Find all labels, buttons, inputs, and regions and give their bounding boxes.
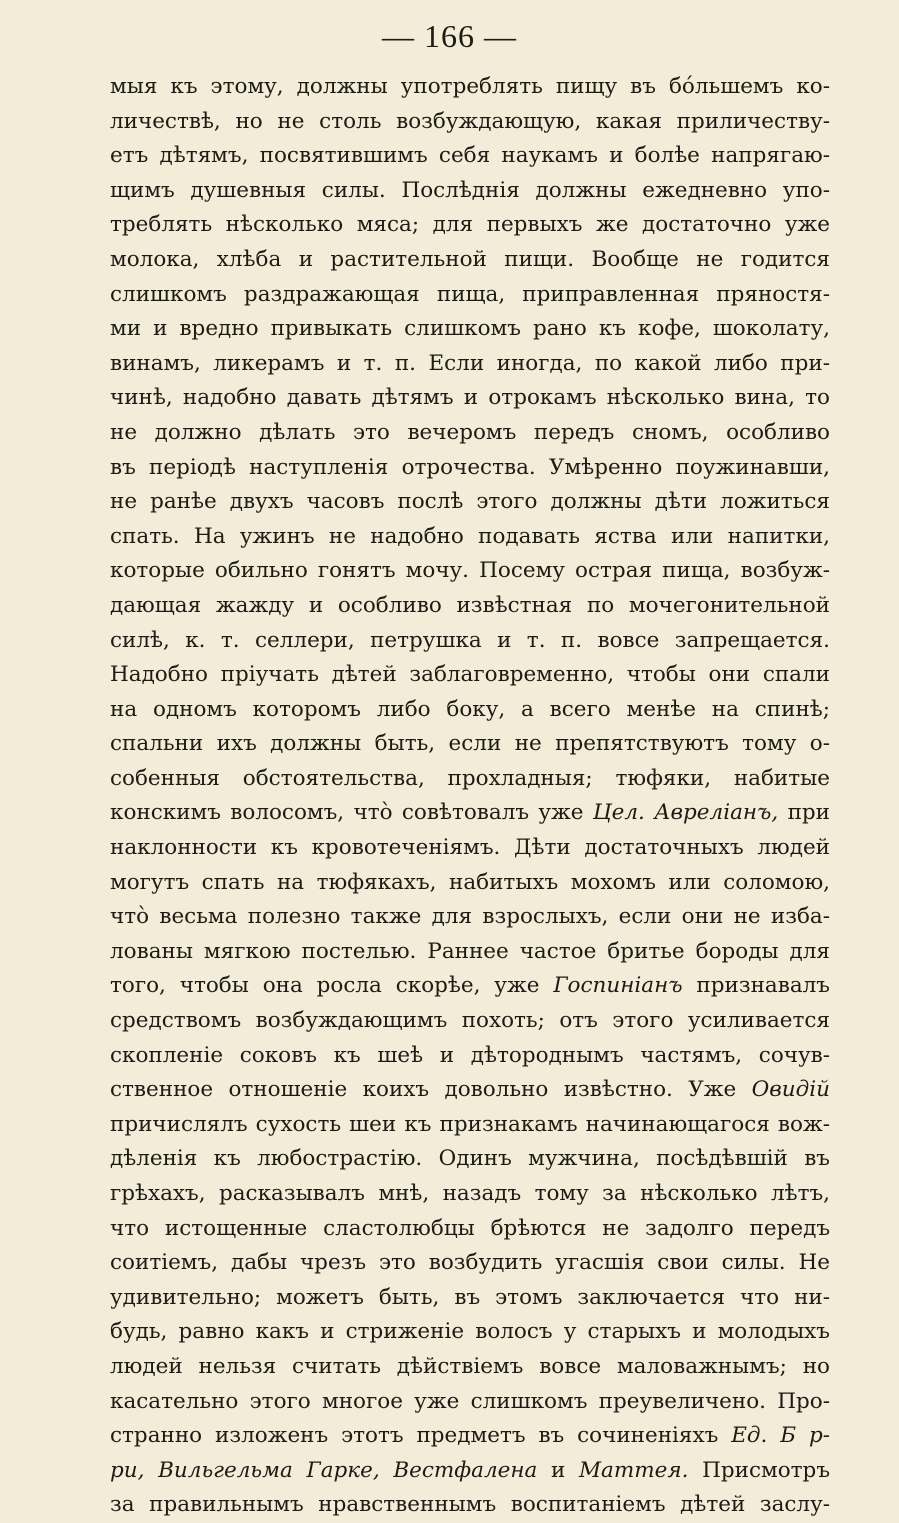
text-segment: конскимъ волосомъ, что̀ совѣтовалъ уже [110,800,593,826]
text-segment: средствомъ возбуждающимъ похоть; отъ этого усиливается [110,1008,830,1034]
text-line [110,208,830,243]
text-line [110,1350,830,1385]
text-line [110,831,830,866]
page-number: — 166 — [382,18,517,54]
text-segment: людей нельзя считать дѣйствіемъ вовсе маловажнымъ; но [110,1353,830,1379]
text-line [110,1039,830,1074]
text-segment: дѣленія къ любострастію. Одинъ мужчина, посѣдѣвшій въ [110,1146,830,1172]
text-line [110,1177,830,1212]
text-line [110,658,830,693]
text-line [110,1488,830,1523]
text-line [110,485,830,520]
text-segment: щимъ душевныя силы. Послѣднія должны ежедневно упо- [110,177,830,203]
italic-text: Овидій [751,1077,830,1103]
text-segment: чинѣ, надобно давать дѣтямъ и отрокамъ нѣсколько вина, то [110,385,830,411]
text-line [110,935,830,970]
text-segment: не ранѣе двухъ часовъ послѣ этого должны дѣти ложиться [110,489,830,515]
text-line [110,416,830,451]
italic-text: Ед. Б р- [731,1423,830,1449]
text-line [110,969,830,1004]
text-line [110,312,830,347]
italic-text: Цел. Авреліанъ, [592,800,779,826]
text-segment: спальни ихъ должны быть, если не препятствуютъ тому о- [110,731,830,757]
text-segment: не должно дѣлать это вечеромъ передъ сномъ, особливо [110,419,830,445]
text-line [110,727,830,762]
text-line [110,624,830,659]
text-segment: силѣ, к. т. селлери, петрушка и т. п. вовсе запрещается. [110,627,830,653]
text-line [110,1073,830,1108]
italic-text: Маттея. [579,1457,689,1483]
text-segment: на одномъ которомъ либо боку, а всего менѣе на спинѣ; [110,696,830,722]
text-segment: треблять нѣсколько мяса; для первыхъ же достаточно уже [110,212,830,238]
text-line [110,520,830,555]
text-line [110,278,830,313]
text-line [110,1246,830,1281]
text-segment: Надобно пріучать дѣтей заблаговременно, чтобы они спали [110,662,830,688]
text-segment: етъ дѣтямъ, посвятившимъ себя наукамъ и болѣе напрягаю- [110,143,830,169]
text-segment: что истощенные сластолюбцы брѣются не задолго передъ [110,1215,830,1241]
text-segment: собенныя обстоятельства, прохладныя; тюфяки, набитые [110,765,830,791]
text-line [110,589,830,624]
text-segment: скопленіе соковъ къ шеѣ и дѣтороднымъ частямъ, сочув- [110,1042,830,1068]
text-line [110,347,830,382]
text-segment: спать. На ужинъ не надобно подавать яства или напитки, [110,523,830,549]
text-segment: ми и вредно привыкать слишкомъ рано къ кофе, шоколату, [110,316,830,342]
text-segment: при [778,800,830,826]
italic-text: ри, Вильгельма Гарке, Вестфалена [110,1457,538,1483]
text-line [110,70,830,105]
italic-text: Госпиніанъ [553,973,683,999]
text-segment: въ періодѣ наступленія отрочества. Умѣренно поужинавши, [110,454,830,480]
text-segment: странно изложенъ этотъ предметъ въ сочиненіяхъ [110,1423,732,1449]
text-segment: мыя къ этому, должны употреблять пищу въ бо́льшемъ ко- [110,74,830,99]
text-line [110,1108,830,1143]
text-segment: могутъ спать на тюфякахъ, набитыхъ мохомъ или соломою, [110,869,830,895]
text-segment: лованы мягкою постелью. Раннее частое бритье бороды для [110,938,830,964]
text-line [110,105,830,140]
text-segment: и [537,1457,580,1483]
text-line [110,451,830,486]
text-line [110,243,830,278]
text-segment: того, чтобы она росла скорѣе, уже [110,973,554,999]
text-line [110,554,830,589]
text-segment: дающая жажду и особливо извѣстная по мочегонительной [110,592,830,618]
text-line [110,381,830,416]
text-line [110,1315,830,1350]
text-segment: касательно этого многое уже слишкомъ преувеличено. Про- [110,1388,830,1414]
text-segment: молока, хлѣба и растительной пищи. Вообще не годится [110,246,830,272]
text-line [110,1281,830,1316]
text-segment: которые обильно гонятъ мочу. Посему острая пища, возбуж- [110,558,830,584]
text-segment: Присмотръ [688,1457,830,1483]
text-segment: что̀ весьма полезно также для взрослыхъ, если они не изба- [110,904,830,930]
text-segment: ственное отношеніе коихъ довольно извѣстно. Уже [110,1077,752,1103]
text-segment: винамъ, ликерамъ и т. п. Если иногда, по какой либо при- [110,350,830,376]
text-line [110,693,830,728]
text-segment: признавалъ [682,973,830,999]
text-line [110,1419,830,1454]
text-segment: будь, равно какъ и стриженіе волосъ у старыхъ и молодыхъ [110,1319,830,1345]
text-segment: грѣхахъ, расказывалъ мнѣ, назадъ тому за нѣсколько лѣтъ, [110,1181,830,1206]
text-line [110,1004,830,1039]
text-segment: личествѣ, но не столь возбуждающую, какая приличеству- [110,108,830,134]
text-line [110,866,830,901]
text-line [110,1212,830,1247]
text-line [110,139,830,174]
text-line [110,796,830,831]
text-line [110,174,830,209]
text-segment: соитіемъ, дабы чрезъ это возбудить угасшія свои силы. Не [110,1250,830,1276]
text-line [110,1142,830,1177]
text-segment: слишкомъ раздражающая пища, приправленная пряностя- [110,281,830,307]
text-line [110,900,830,935]
text-segment: причислялъ сухость шеи къ признакамъ начинающагося вож- [110,1111,830,1137]
text-line [110,1385,830,1420]
body-text [110,70,830,1523]
text-segment: наклонности къ кровотеченіямъ. Дѣти достаточныхъ людей [110,835,830,861]
text-segment: удивительно; можетъ быть, въ этомъ заключается что ни- [110,1284,830,1310]
text-line [110,762,830,797]
text-line [110,1454,830,1489]
text-segment: за правильнымъ нравственнымъ воспитаніемъ дѣтей заслу- [110,1492,830,1518]
